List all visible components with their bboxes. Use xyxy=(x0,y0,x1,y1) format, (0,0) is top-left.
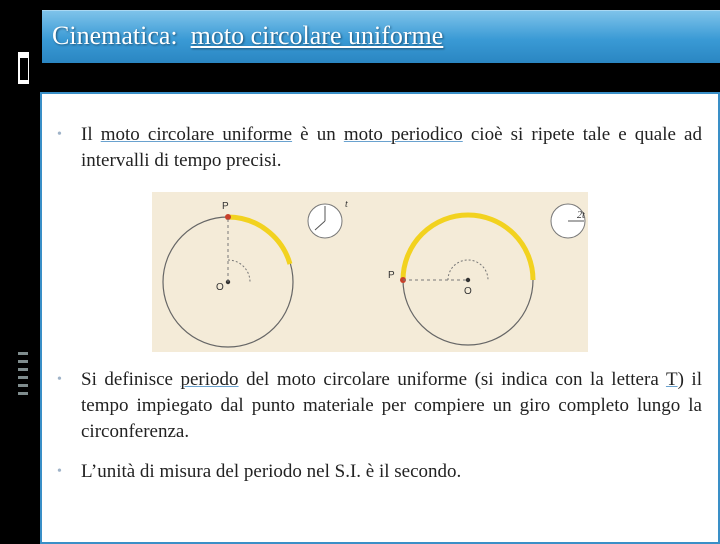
figure-svg xyxy=(152,192,588,352)
title-prefix: Cinematica: xyxy=(52,21,178,50)
angle-1 xyxy=(228,260,250,282)
text-segment: Il xyxy=(81,124,101,145)
deco-line xyxy=(18,360,28,363)
title-topic: moto circolare uniforme xyxy=(190,21,444,50)
point-label-1: P xyxy=(222,201,229,212)
bullet-unita-misura xyxy=(57,459,702,485)
slide-title xyxy=(52,21,443,51)
highlight-term: periodo xyxy=(180,369,239,390)
point-label-2: P xyxy=(388,270,395,281)
text-segment: è un xyxy=(292,124,344,145)
bullet-text xyxy=(81,122,702,174)
clock-label-1: t xyxy=(345,199,348,210)
text-segment: ) il tempo impiegato dal punto materiale per compiere un giro completo lungo la circonferenza. xyxy=(81,369,702,442)
deco-line xyxy=(18,368,28,371)
bullet-dot: • xyxy=(57,127,62,142)
angle-2 xyxy=(448,260,488,280)
deco-line xyxy=(18,392,28,395)
deco-line xyxy=(18,384,28,387)
center-label-2: O xyxy=(464,286,472,297)
deco-line xyxy=(18,376,28,379)
clock-label-2: 2t xyxy=(577,210,585,221)
bullet-periodo xyxy=(57,367,702,445)
title-bar xyxy=(42,10,720,63)
left-decoration xyxy=(0,0,38,540)
deco-block xyxy=(20,58,28,80)
text-segment: Si definisce xyxy=(81,369,181,390)
arc-2 xyxy=(403,215,533,280)
bullet-dot: • xyxy=(57,464,62,479)
bullet-text xyxy=(81,367,702,445)
content-panel xyxy=(40,92,720,544)
bullet-moto-periodico xyxy=(57,122,702,174)
bullet-text xyxy=(81,459,702,485)
circular-motion-figure xyxy=(152,192,588,352)
center-label-1: O xyxy=(216,282,224,293)
highlight-term: moto periodico xyxy=(343,124,463,145)
text-segment: del moto circolare uniforme (si indica con la lettera xyxy=(238,369,666,390)
text-segment: cioè si ripete tale e quale ad intervalli di tempo precisi. xyxy=(81,124,702,171)
text-segment: L’unità di misura del periodo nel S.I. è il secondo. xyxy=(81,461,462,482)
bullet-dot: • xyxy=(57,372,62,387)
highlight-term: T xyxy=(665,369,678,390)
deco-line xyxy=(18,352,28,355)
arc-1 xyxy=(228,217,290,264)
highlight-term: moto circolare uniforme xyxy=(100,124,293,145)
